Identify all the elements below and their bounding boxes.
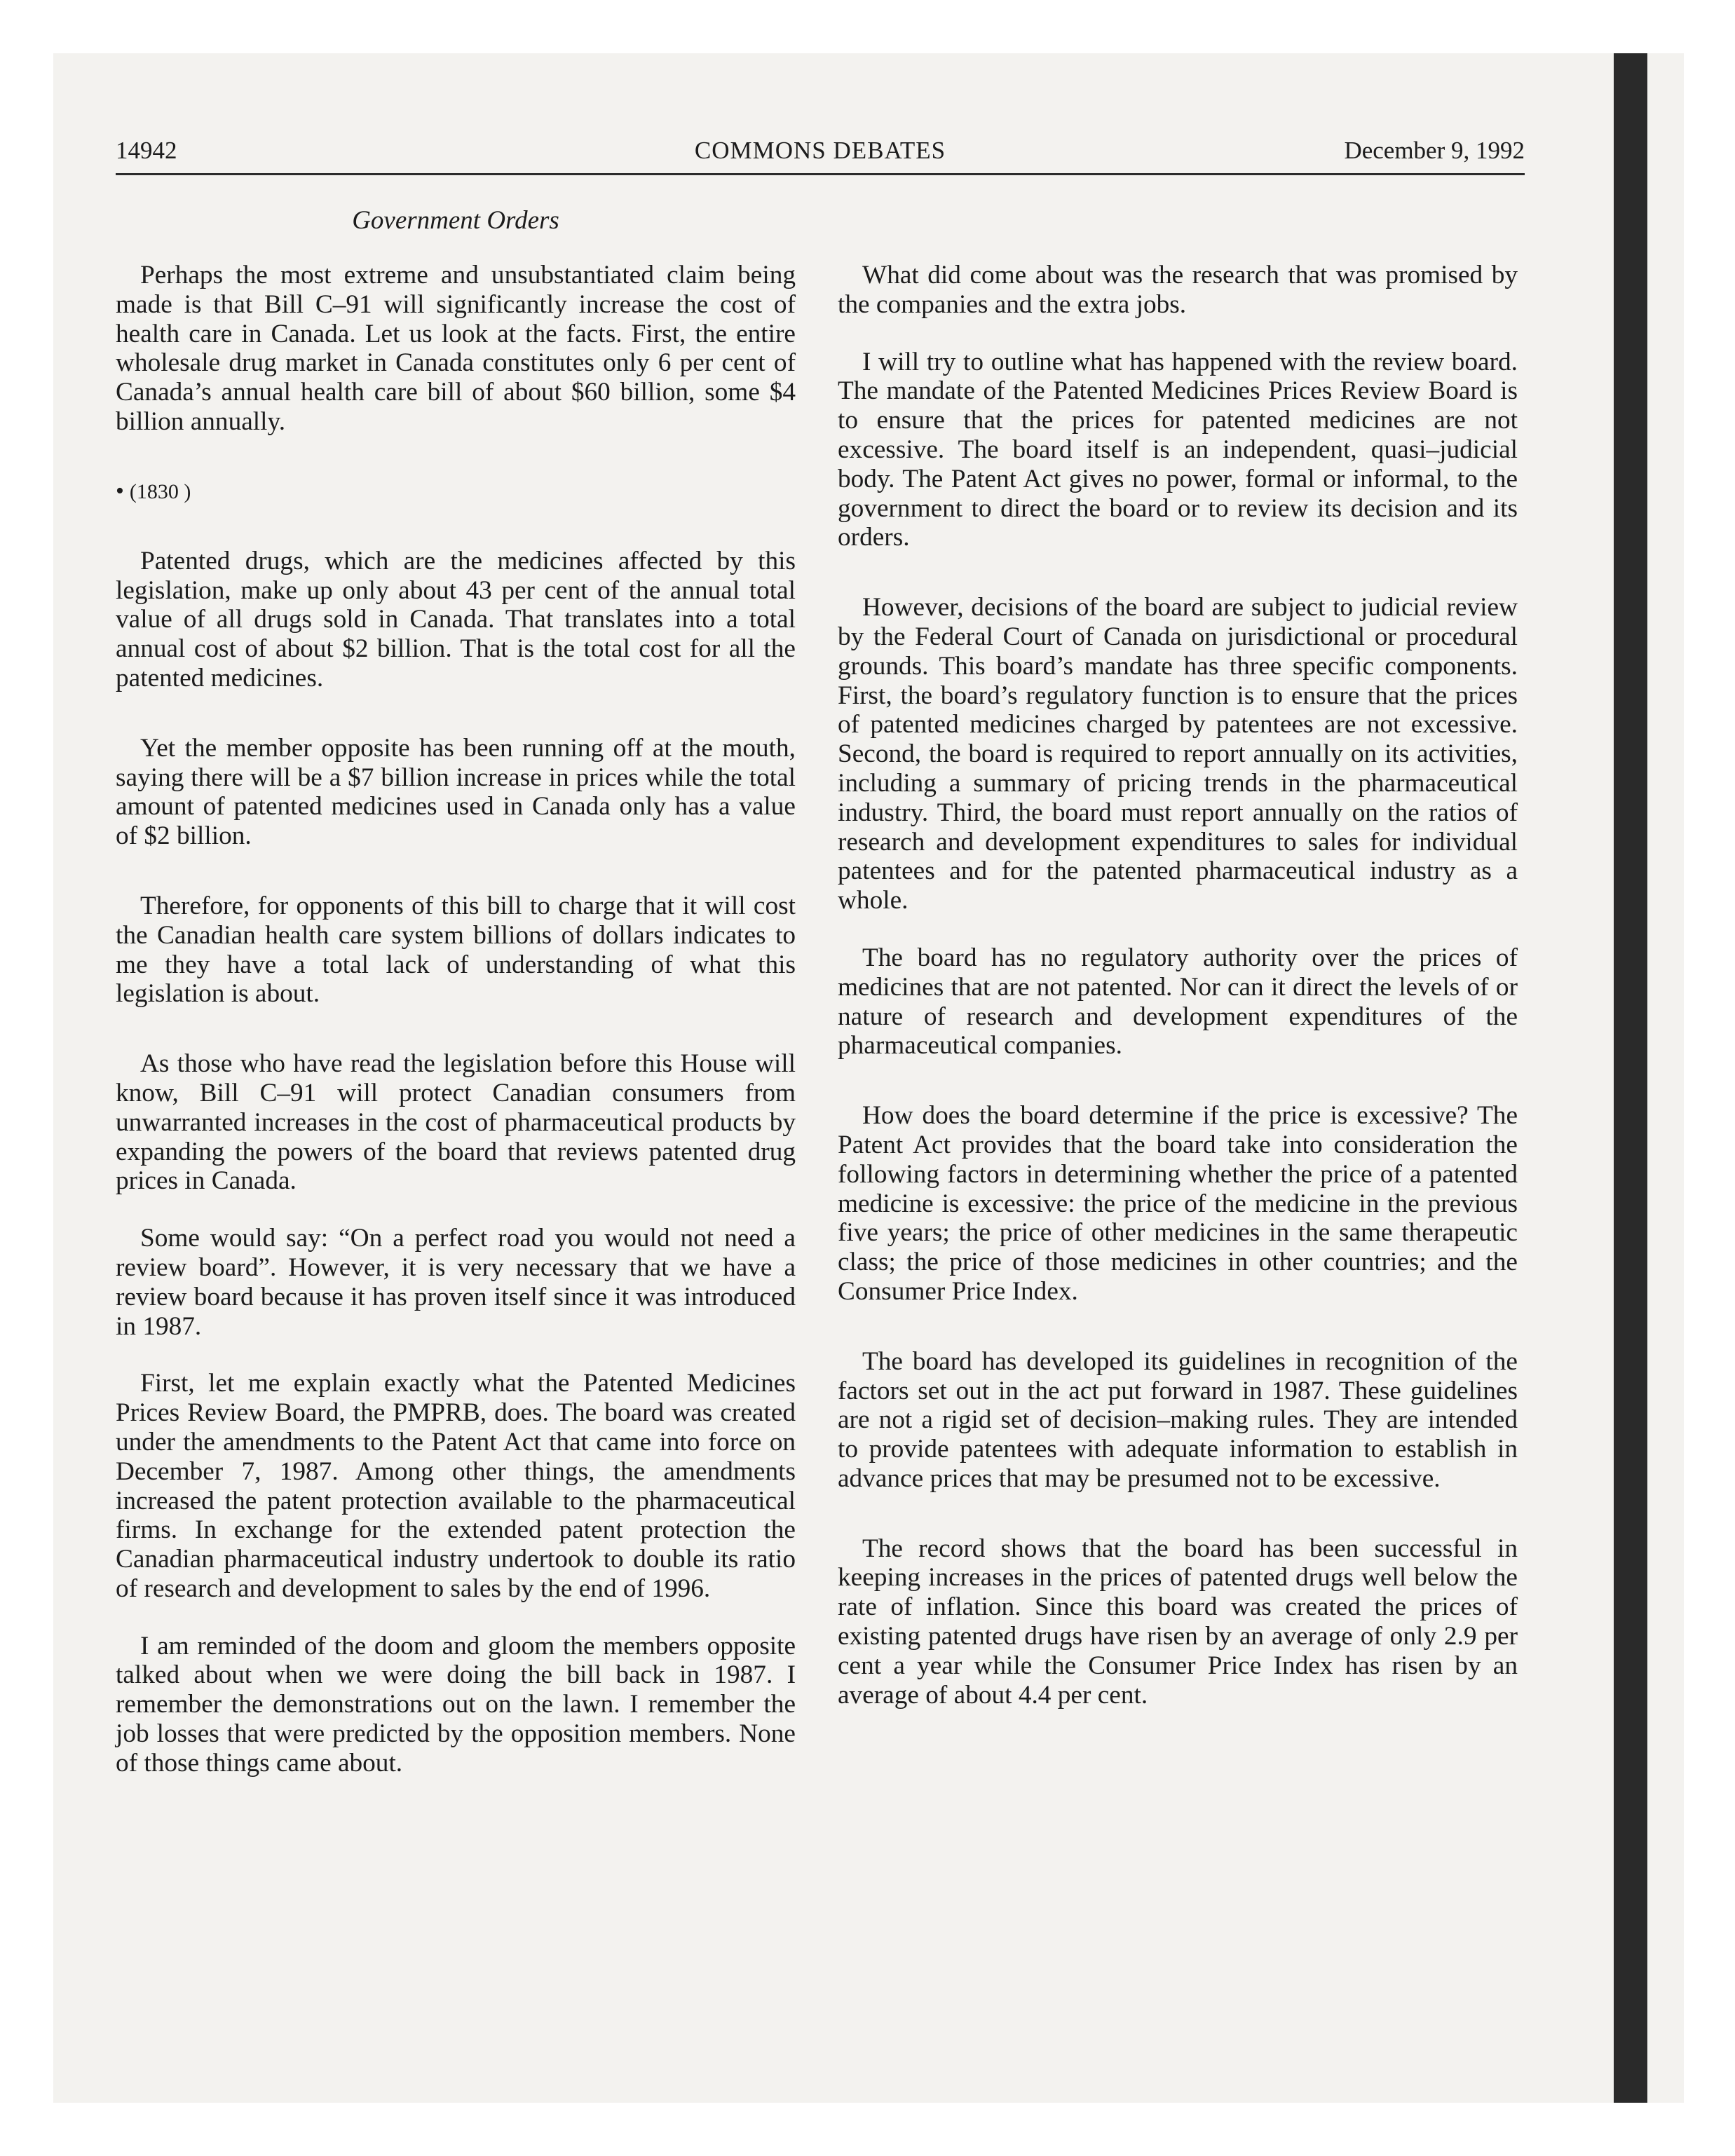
publication-date: December 9, 1992 — [1344, 137, 1525, 164]
paragraph: As those who have read the legislation before this House will know, Bill C–91 will protect Canadian consumers from unwarranted increases in the cost of pharmaceutical products by expanding the powers of the board that reviews patented drug prices in Canada. — [116, 1049, 796, 1196]
paragraph: First, let me explain exactly what the Patented Medicines Prices Review Board, the PMPRB, does. The board was created under the amendments to the Patent Act that came into force on December 7, 1987. Among other things, the amendments increased the patent protection available to the pharmaceutical firms. In exchange for the extended patent protection the Canadian pharmaceutical industry undertook to double its ratio of research and development to sales by the end of 1996. — [116, 1369, 796, 1603]
page-header — [116, 137, 1525, 177]
publication-title: COMMONS DEBATES — [694, 137, 946, 164]
paragraph: The board has developed its guidelines in recognition of the factors set out in the act put forward in 1987. These guidelines are not a rigid set of decision–making rules. They are intended to provide patentees with adequate information to establish in advance prices that may be presumed not to be excessive. — [838, 1346, 1518, 1493]
timestamp-marker — [116, 477, 796, 506]
header-rule — [116, 173, 1525, 175]
timestamp: (1830 ) — [129, 479, 191, 503]
binding-edge-shadow — [1614, 53, 1647, 2103]
left-column — [116, 261, 796, 1819]
page-number: 14942 — [116, 137, 177, 164]
section-title: Government Orders — [352, 206, 559, 235]
paragraph: Patented drugs, which are the medicines affected by this legislation, make up only about 43 per cent of the annual total value of all drugs sold in Canada. That translates into a total annual cost of about $2 billion. That is the total cost for all the patented medicines. — [116, 546, 796, 692]
paragraph: Yet the member opposite has been running off at the mouth, saying there will be a $7 billion increase in prices while the total amount of patented medicines used in Canada only has a value of $2 billion. — [116, 733, 796, 851]
paragraph: The board has no regulatory authority over the prices of medicines that are not patented. Nor can it direct the levels of or nature of research and development expenditures of the pharmaceutical companies. — [838, 943, 1518, 1060]
paragraph: Some would say: “On a perfect road you would not need a review board”. However, it is very necessary that we have a review board because it has proven itself since it was introduced in 1987. — [116, 1224, 796, 1341]
paragraph: Perhaps the most extreme and unsubstantiated claim being made is that Bill C–91 will significantly increase the cost of health care in Canada. Let us look at the facts. First, the entire wholesale drug market in Canada constitutes only 6 per cent of Canada’s annual health care bill of about $60 billion, some $4 billion annually. — [116, 261, 796, 436]
bullet-icon: • — [116, 477, 124, 504]
paragraph: I will try to outline what has happened with the review board. The mandate of the Patented Medicines Prices Review Board is to ensure that the prices for patented medicines are not excessive. The board itself is an independent, quasi–judicial body. The Patent Act gives no power, formal or informal, to the government to direct the board or to review its decision and its orders. — [838, 347, 1518, 552]
paragraph: The record shows that the board has been successful in keeping increases in the prices of patented drugs well below the rate of inflation. Since this board was created the prices of existing patented drugs have risen by an average of only 2.9 per cent a year while the Consumer Price Index has risen by an average of about 4.4 per cent. — [838, 1534, 1518, 1710]
paragraph: What did come about was the research that was promised by the companies and the extra jobs. — [838, 261, 1518, 319]
paragraph: Therefore, for opponents of this bill to charge that it will cost the Canadian health care system billions of dollars indicates to me they have a total lack of understanding of what this legislation is about. — [116, 891, 796, 1009]
paragraph: However, decisions of the board are subject to judicial review by the Federal Court of Canada on jurisdictional or procedural grounds. This board’s mandate has three specific components. First, the board’s regulatory function is to ensure that the prices of patented medicines charged by patentees are not excessive. Second, the board is required to report annually on its activities, including a summary of pricing trends in the pharmaceutical industry. Third, the board must report annually on the ratios of research and development expenditures to sales for individual patentees and for the patented pharmaceutical industry as a whole. — [838, 593, 1518, 915]
paragraph: I am reminded of the doom and gloom the members opposite talked about when we were doing the bill back in 1987. I remember the demonstrations out on the lawn. I remember the job losses that were predicted by the opposition members. None of those things came about. — [116, 1631, 796, 1778]
paragraph: How does the board determine if the price is excessive? The Patent Act provides that the board take into consideration the following factors in determining whether the price of a patented medicine is excessive: the price of the medicine in the previous five years; the price of other medicines in the same therapeutic class; the price of those medicines in other countries; and the Consumer Price Index. — [838, 1101, 1518, 1306]
right-column — [838, 261, 1518, 1750]
